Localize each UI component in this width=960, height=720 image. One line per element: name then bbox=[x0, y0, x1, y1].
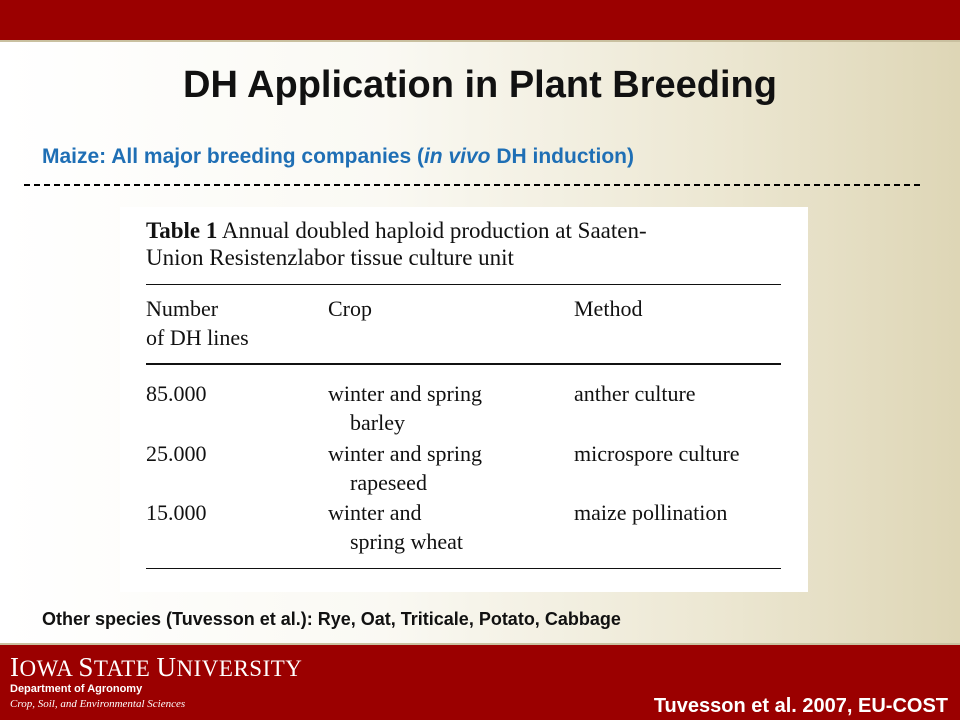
row-crop-line1: winter and bbox=[328, 500, 422, 525]
header-number-line2: of DH lines bbox=[146, 325, 249, 350]
table-top-rule bbox=[146, 284, 781, 285]
row-crop bbox=[328, 498, 463, 556]
department-name: Department of Agronomy bbox=[10, 683, 143, 695]
table-caption-line2: Union Resistenzlabor tissue culture unit bbox=[146, 245, 514, 270]
row-crop-line2: barley bbox=[350, 410, 405, 435]
row-crop-line2: spring wheat bbox=[350, 529, 464, 554]
table-caption bbox=[146, 217, 796, 271]
row-method: maize pollination bbox=[574, 500, 728, 525]
table-bottom-rule bbox=[146, 568, 781, 569]
table-caption-line1: Annual doubled haploid production at Saaten- bbox=[217, 218, 647, 243]
university-wordmark bbox=[10, 652, 302, 683]
wordmark-initial-i: I bbox=[10, 652, 20, 682]
row-crop-line1: winter and spring bbox=[328, 441, 482, 466]
row-number: 85.000 bbox=[146, 381, 207, 406]
row-method: anther culture bbox=[574, 381, 696, 406]
row-number: 25.000 bbox=[146, 441, 207, 466]
row-crop-line1: winter and spring bbox=[328, 381, 482, 406]
header-number bbox=[146, 294, 249, 352]
header-crop: Crop bbox=[328, 296, 372, 321]
wordmark-initial-s: S bbox=[78, 652, 94, 682]
header-method: Method bbox=[574, 296, 643, 321]
subtitle-text-post: DH induction) bbox=[490, 145, 634, 168]
header-bar bbox=[0, 0, 960, 40]
wordmark-owa: OWA bbox=[19, 656, 79, 681]
header-number-line1: Number bbox=[146, 296, 219, 321]
row-crop bbox=[328, 379, 482, 437]
wordmark-initial-u: U bbox=[156, 652, 177, 682]
subtitle-text-pre: Maize: All major breeding companies ( bbox=[42, 145, 424, 168]
table-label: Table 1 bbox=[146, 218, 218, 243]
dashed-divider bbox=[24, 184, 920, 186]
department-subtitle: Crop, Soil, and Environmental Sciences bbox=[10, 698, 186, 710]
table-header-rule bbox=[146, 363, 781, 365]
table-figure bbox=[120, 207, 808, 592]
slide-subtitle bbox=[42, 145, 634, 169]
slide-title: DH Application in Plant Breeding bbox=[183, 64, 777, 106]
other-species-text: Other species (Tuvesson et al.): Rye, Oat, Triticale, Potato, Cabbage bbox=[42, 609, 621, 629]
row-number: 15.000 bbox=[146, 500, 207, 525]
row-crop bbox=[328, 439, 482, 497]
header-rule bbox=[0, 40, 960, 42]
row-method: microspore culture bbox=[574, 441, 740, 466]
wordmark-niversity: NIVERSITY bbox=[176, 656, 303, 681]
wordmark-tate: TATE bbox=[93, 656, 157, 681]
subtitle-text-italic: in vivo bbox=[423, 145, 491, 168]
row-crop-line2: rapeseed bbox=[350, 470, 427, 495]
citation: Tuvesson et al. 2007, EU-COST bbox=[653, 695, 948, 717]
